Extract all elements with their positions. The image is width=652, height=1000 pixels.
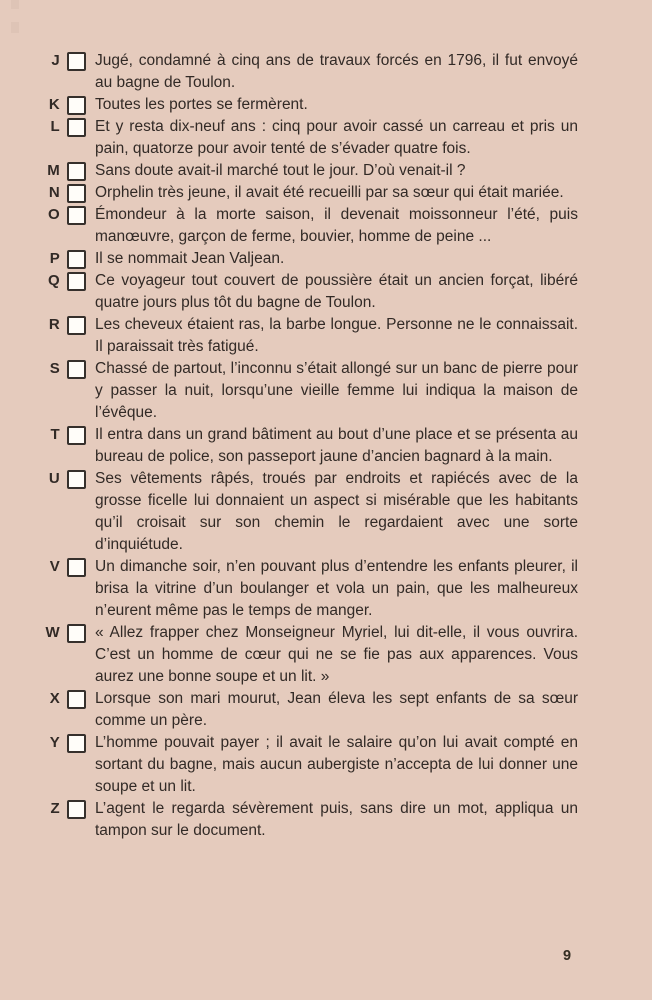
exercise-item [0, 688, 652, 732]
exercise-list [0, 50, 652, 842]
page-number: 9 [563, 948, 572, 964]
item-letter: K [48, 96, 60, 113]
exercise-item [0, 182, 652, 204]
item-checkbox[interactable] [67, 184, 86, 203]
item-checkbox[interactable] [67, 96, 86, 115]
item-checkbox[interactable] [67, 800, 86, 819]
item-text: Toutes les portes se fermèrent. [95, 96, 308, 113]
item-letter: Y [49, 734, 60, 751]
item-text: Lorsque son mari mourut, Jean éleva les sept enfants de sa sœur comme un père. [95, 690, 578, 729]
item-checkbox[interactable] [67, 272, 86, 291]
item-text: « Allez frapper chez Monseigneur Myriel, lui dit-elle, il vous ouvrira. C’est un homme de cœur qui ne se fie pas aux apparences. Vous aurez une bonne soupe et un lit. » [95, 624, 578, 685]
exercise-item [0, 798, 652, 842]
exercise-item [0, 314, 652, 358]
exercise-item [0, 204, 652, 248]
item-text: Chassé de partout, l’inconnu s’était allongé sur un banc de pierre pour y passer la nuit, lorsqu’une vieille femme lui indiqua la maison de l’évêque. [95, 360, 578, 421]
scan-artifact [11, 0, 19, 34]
item-letter: Z [50, 800, 60, 817]
item-text: Sans doute avait-il marché tout le jour. D’où venait-il ? [95, 162, 466, 179]
item-letter: M [47, 162, 60, 179]
item-letter: S [49, 360, 60, 377]
exercise-item [0, 468, 652, 556]
exercise-item [0, 94, 652, 116]
item-checkbox[interactable] [67, 250, 86, 269]
item-text: Ce voyageur tout couvert de poussière était un ancien forçat, libéré quatre jours plus tôt du bagne de Toulon. [95, 272, 578, 311]
item-checkbox[interactable] [67, 206, 86, 225]
exercise-item [0, 50, 652, 94]
item-checkbox[interactable] [67, 118, 86, 137]
item-text: Émondeur à la morte saison, il devenait moissonneur l’été, puis manœuvre, garçon de ferme, bouvier, homme de peine ... [95, 206, 578, 245]
item-checkbox[interactable] [67, 558, 86, 577]
item-letter: Q [48, 272, 60, 289]
item-letter: L [50, 118, 60, 135]
exercise-item [0, 556, 652, 622]
item-checkbox[interactable] [67, 624, 86, 643]
exercise-item [0, 358, 652, 424]
exercise-item [0, 622, 652, 688]
item-checkbox[interactable] [67, 426, 86, 445]
item-text: Il se nommait Jean Valjean. [95, 250, 285, 267]
item-letter: T [50, 426, 60, 443]
item-text: Ses vêtements râpés, troués par endroits et rapiécés avec de la grosse ficelle lui donnaient un aspect si misérable que les habitants qu’il croisait sur son chemin le regardaient avec une sorte d’inquiétude. [95, 470, 578, 553]
item-text: Les cheveux étaient ras, la barbe longue. Personne ne le connaissait. Il paraissait très fatigué. [95, 316, 578, 355]
item-letter: O [48, 206, 60, 223]
item-letter: R [48, 316, 60, 333]
item-letter: N [48, 184, 60, 201]
item-text: Jugé, condamné à cinq ans de travaux forcés en 1796, il fut envoyé au bagne de Toulon. [95, 52, 578, 91]
item-checkbox[interactable] [67, 690, 86, 709]
item-letter: P [49, 250, 60, 267]
item-letter: J [51, 52, 60, 69]
item-letter: W [45, 624, 60, 641]
item-text: Un dimanche soir, n’en pouvant plus d’entendre les enfants pleurer, il brisa la vitrine d’un boulanger et vola un pain, que les malheureux n’eurent même pas le temps de manger. [95, 558, 578, 619]
item-letter: V [49, 558, 60, 575]
exercise-item [0, 248, 652, 270]
item-text: Et y resta dix-neuf ans : cinq pour avoir cassé un carreau et pris un pain, quatorze pour avoir tenté de s’évader quatre fois. [95, 118, 578, 157]
item-letter: X [49, 690, 60, 707]
item-checkbox[interactable] [67, 52, 86, 71]
exercise-item [0, 160, 652, 182]
item-checkbox[interactable] [67, 470, 86, 489]
exercise-item [0, 732, 652, 798]
item-text: Orphelin très jeune, il avait été recueilli par sa sœur qui était mariée. [95, 184, 564, 201]
item-text: L’agent le regarda sévèrement puis, sans dire un mot, appliqua un tampon sur le document. [95, 800, 578, 839]
item-checkbox[interactable] [67, 162, 86, 181]
item-checkbox[interactable] [67, 734, 86, 753]
item-text: L’homme pouvait payer ; il avait le salaire qu’on lui avait compté en sortant du bagne, mais aucun aubergiste n’accepta de lui donner une soupe et un lit. [95, 734, 578, 795]
item-checkbox[interactable] [67, 360, 86, 379]
exercise-item [0, 270, 652, 314]
exercise-item [0, 424, 652, 468]
exercise-item [0, 116, 652, 160]
item-letter: U [48, 470, 60, 487]
item-checkbox[interactable] [67, 316, 86, 335]
item-text: Il entra dans un grand bâtiment au bout d’une place et se présenta au bureau de police, son passeport jaune d’ancien bagnard à la main. [95, 426, 578, 465]
